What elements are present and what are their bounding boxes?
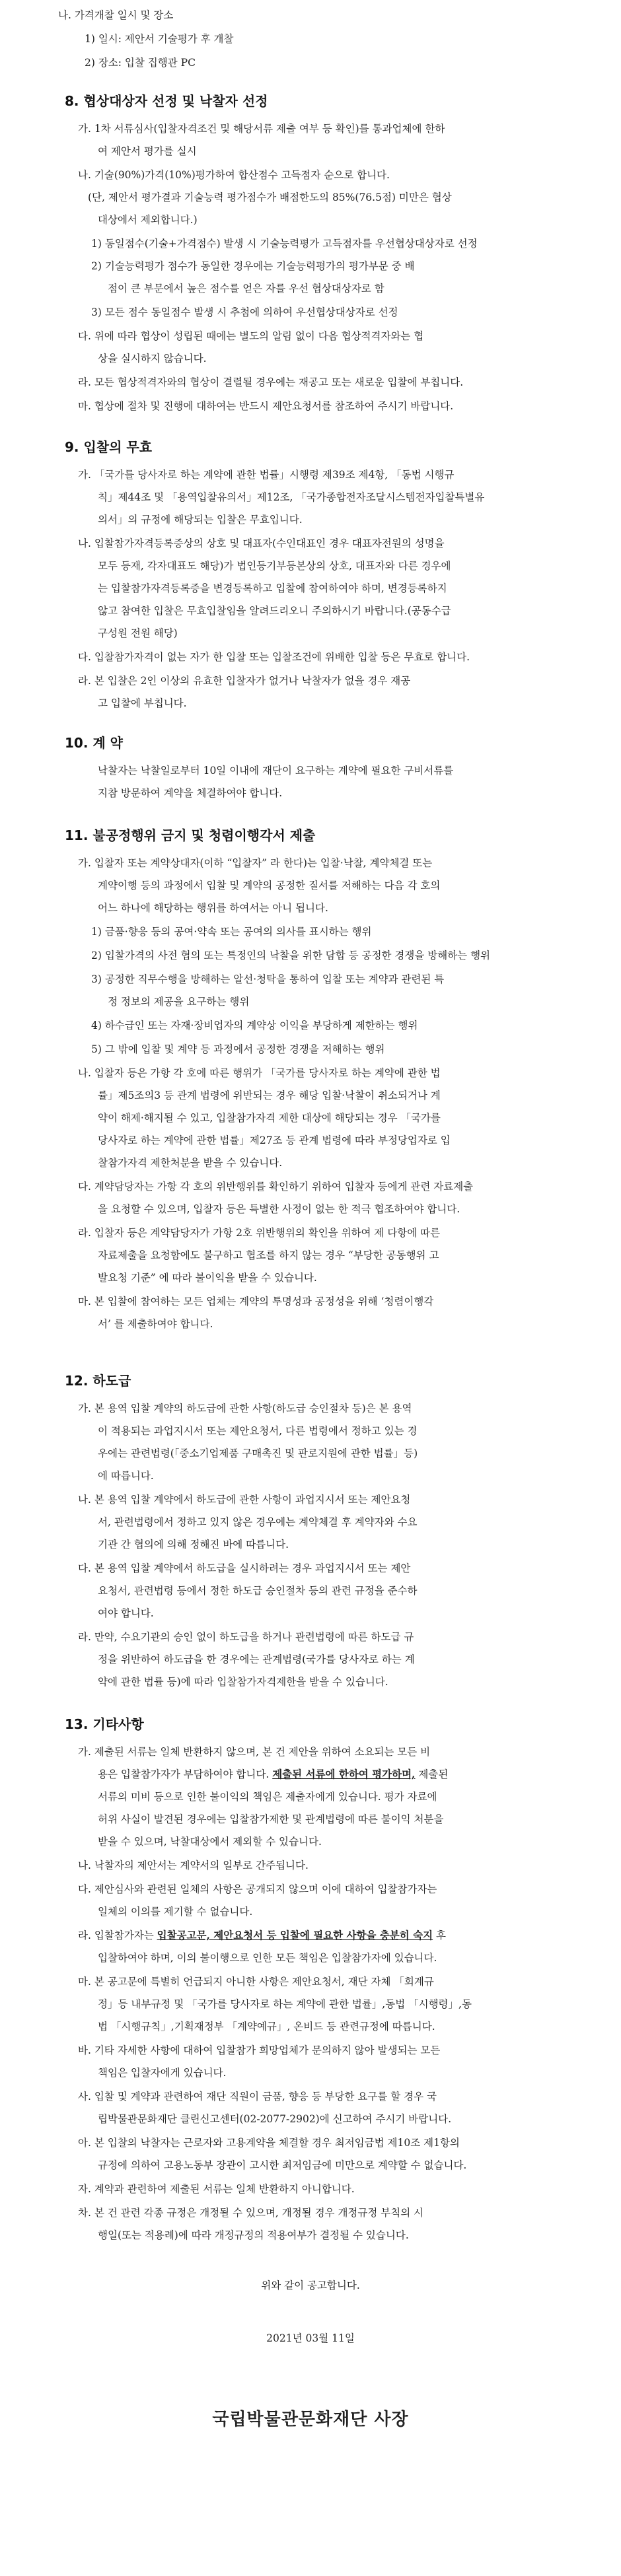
text-line: 자료제출을 요청함에도 불구하고 협조를 하지 않는 경우 “부당한 공동행위 고	[98, 1249, 439, 1261]
issuer-signature: 국립박물관문화재단 사장	[212, 2410, 409, 2429]
text-line: 여야 합니다.	[98, 1607, 154, 1619]
text-line: 라. 만약, 수요기관의 승인 없이 하도급을 하거나 관련법령에 따른 하도급 규	[78, 1631, 414, 1643]
text-line: 1) 동일점수(기술+가격점수) 발생 시 기술능력평가 고득점자를 우선협상대상자로 선정	[91, 238, 478, 250]
section-heading: 8. 협상대상자 선정 및 낙찰자 선정	[65, 93, 268, 109]
text-line: 나. 입찰참가자격등록증상의 상호 및 대표자(수인대표인 경우 대표자전원의 성명을	[78, 538, 445, 549]
text-line: 의서」의 규정에 해당되는 입찰은 무효입니다.	[98, 514, 303, 526]
text-line: 바. 기타 자세한 사항에 대하여 입찰참가 희망업체가 문의하지 않아 발생되는 모든	[78, 2044, 441, 2056]
text-line: 가. 「국가를 당사자로 하는 계약에 관한 법률」시행령 제39조 제4항, 「동법 시행규	[78, 469, 455, 481]
emphasis-underline: 제출된 서류에 한하여 평가하며,	[272, 1768, 416, 1780]
text-line: 3) 모든 점수 동일점수 발생 시 추첨에 의하여 우선협상대상자로 선정	[91, 306, 398, 318]
text-line: 을 요청할 수 있으며, 입찰자 등은 특별한 사정이 없는 한 적극 협조하여야 합니다.	[98, 1203, 460, 1215]
text-line: 차. 본 건 관련 각종 규정은 개정될 수 있으며, 개정될 경우 개정규정 부칙의 시	[78, 2207, 424, 2219]
text-line: 나. 입찰자 등은 가항 각 호에 따른 행위가 「국가를 당사자로 하는 계약에 관한 법	[78, 1067, 441, 1079]
text-line: 라. 입찰자 등은 계약담당자가 가항 2호 위반행위의 확인을 위하여 제 다항에 따른	[78, 1227, 441, 1239]
text-line: 이 적용되는 과업지시서 또는 제안요청서, 다른 법령에서 정하고 있는 경	[98, 1425, 418, 1437]
text-line: 일체의 이의를 제기할 수 없습니다.	[98, 1906, 253, 1918]
text-line: 정 정보의 제공을 요구하는 행위	[108, 996, 250, 1008]
text-line: 자. 계약과 관련하여 제출된 서류는 일체 반환하지 아니합니다.	[78, 2183, 355, 2195]
text-line: 다. 입찰참가자격이 없는 자가 한 입찰 또는 입찰조건에 위배한 입찰 등은 무효로 합니다.	[78, 651, 470, 663]
text-line: 요청서, 관련법령 등에서 정한 하도급 승인절차 등의 관련 규정을 준수하	[98, 1585, 418, 1597]
text-line: 용은 입찰참가자가 부담하여야 합니다. 제출된 서류에 한하여 평가하며, 제출된	[98, 1768, 449, 1780]
text-line: 서, 관련법령에서 정하고 있지 않은 경우에는 계약체결 후 계약자와 수요	[98, 1516, 418, 1528]
text-line: 1) 일시: 제안서 기술평가 후 개찰	[85, 33, 234, 45]
text-line: 나. 본 용역 입찰 계약에서 하도급에 관한 사항이 과업지시서 또는 제안요청	[78, 1494, 411, 1506]
text-line: 규정에 의하여 고용노동부 장관이 고시한 최저임금에 미만으로 계약할 수 없습니다.	[98, 2159, 467, 2171]
section-heading: 9. 입찰의 무효	[65, 439, 153, 455]
text-line: 2021년 03월 11일	[266, 2332, 355, 2344]
text-line: 가. 1차 서류심사(입찰자격조건 및 해당서류 제출 여부 등 확인)를 통과업체에 한하	[78, 123, 445, 135]
text-line: 행일(또는 적용례)에 따라 개정규정의 적용여부가 결정될 수 있습니다.	[98, 2229, 409, 2241]
text-line: 1) 금품·향응 등의 공여·약속 또는 공여의 의사를 표시하는 행위	[91, 926, 372, 938]
text-line: 라. 본 입찰은 2인 이상의 유효한 입찰자가 없거나 낙찰자가 없을 경우 재공	[78, 675, 411, 687]
text-line: 마. 본 입찰에 참여하는 모든 업체는 계약의 투명성과 공정성을 위해 ‘청렴이행각	[78, 1296, 434, 1307]
text-line: 구성원 전원 해당)	[98, 627, 178, 639]
text-line: 나. 가격개찰 일시 및 장소	[58, 9, 174, 21]
text-line: 약에 관한 법률 등)에 따라 입찰참가자격제한을 받을 수 있습니다.	[98, 1676, 388, 1688]
text-line: 법 「시행규칙」,기획재정부 「계약예규」, 온비드 등 관련규정에 따릅니다.	[98, 2021, 435, 2033]
text-line: 정을 위반하여 하도급을 한 경우에는 관계법령(국가를 당사자로 하는 계	[98, 1654, 415, 1665]
text-line: 가. 제출된 서류는 일체 반환하지 않으며, 본 건 제안을 위하여 소요되는 모든 비	[78, 1746, 431, 1758]
text-line: 마. 협상에 절차 및 진행에 대하여는 반드시 제안요청서를 참조하여 주시기 바랍니다.	[78, 400, 454, 412]
text-line: 받을 수 있으며, 낙찰대상에서 제외할 수 있습니다.	[98, 1836, 322, 1848]
text-line: 대상에서 제외합니다.)	[98, 214, 198, 226]
text-line: (단, 제안서 평가결과 기술능력 평가점수가 배점한도의 85%(76.5점) 미만은 협상	[88, 191, 452, 203]
text-line: 서’ 를 제출하여야 합니다.	[98, 1318, 213, 1330]
text-line: 나. 기술(90%)가격(10%)평가하여 합산점수 고득점자 순으로 합니다.	[78, 169, 390, 181]
text-line: 발요청 기준” 에 따라 불이익을 받을 수 있습니다.	[98, 1272, 317, 1284]
text-line: 모두 등재, 각자대표도 해당)가 법인등기부등본상의 상호, 대표자와 다른 경우에	[98, 560, 451, 572]
text-line: 여 제안서 평가를 실시	[98, 145, 197, 157]
text-line: 점이 큰 부문에서 높은 점수를 얻은 자를 우선 협상대상자로 함	[108, 283, 384, 295]
text-line: 에 따릅니다.	[98, 1470, 154, 1482]
text-line: 가. 입찰자 또는 계약상대자(이하 “입찰자” 라 한다)는 입찰·낙찰, 계약체결 또는	[78, 857, 433, 869]
text-line: 아. 본 입찰의 낙찰자는 근로자와 고용계약을 체결할 경우 최저임금법 제10조 제1항의	[78, 2137, 460, 2149]
section-heading: 10. 계 약	[65, 735, 123, 751]
text-line: 3) 공정한 직무수행을 방해하는 알선·청탁을 통하여 입찰 또는 계약과 관련된 특	[91, 973, 445, 985]
emphasis-underline: 입찰공고문, 제안요청서 등 입찰에 필요한 사항을 충분히 숙지	[157, 1929, 433, 1941]
text-line: 우에는 관련법령(「중소기업제품 구매촉진 및 판로지원에 관한 법률」등)	[98, 1447, 418, 1459]
text-line: 어느 하나에 해당하는 행위를 하여서는 아니 됩니다.	[98, 902, 328, 914]
section-heading: 12. 하도급	[65, 1373, 131, 1389]
text-line: 약이 해제·해지될 수 있고, 입찰참가자격 제한 대상에 해당되는 경우 「국가를	[98, 1112, 441, 1124]
text-line: 고 입찰에 부칩니다.	[98, 697, 187, 709]
text-line: 입찰하여야 하며, 이의 불이행으로 인한 모든 책임은 입찰참가자에 있습니다.	[98, 1952, 437, 1964]
text-line: 4) 하수급인 또는 자재·장비업자의 계약상 이익을 부당하게 제한하는 행위	[91, 1020, 418, 1031]
text-line: 칙」제44조 및 「용역입찰유의서」제12조, 「국가종합전자조달시스템전자입찰특별유	[98, 491, 485, 503]
text-line: 책임은 입찰자에게 있습니다.	[98, 2067, 227, 2079]
section-heading: 13. 기타사항	[65, 1716, 144, 1732]
text-line: 위와 같이 공고합니다.	[261, 2280, 360, 2291]
text-line: 2) 기술능력평가 점수가 동일한 경우에는 기술능력평가의 평가부문 중 배	[91, 260, 415, 272]
text-line: 가. 본 용역 입찰 계약의 하도급에 관한 사항(하도급 승인절차 등)은 본 용역	[78, 1403, 412, 1414]
text-line: 다. 위에 따라 협상이 성립된 때에는 별도의 알림 없이 다음 협상적격자와는 협	[78, 330, 424, 342]
text-line: 나. 낙찰자의 제안서는 계약서의 일부로 간주됩니다.	[78, 1860, 309, 1871]
text-line: 2) 장소: 입찰 집행관 PC	[85, 57, 196, 69]
text-line: 다. 계약담당자는 가항 각 호의 위반행위를 확인하기 위하여 입찰자 등에게 관련 자료제출	[78, 1181, 474, 1193]
text-line: 당사자로 하는 계약에 관한 법률」제27조 등 관계 법령에 따라 부정당업자로 입	[98, 1134, 451, 1146]
text-line: 률」제5조의3 등 관계 법령에 위반되는 경우 해당 입찰·낙찰이 취소되거나 계	[98, 1090, 441, 1101]
text-line: 지참 방문하여 계약을 체결하여야 합니다.	[98, 787, 283, 799]
text-line: 라. 모든 협상적격자와의 협상이 결렬될 경우에는 재공고 또는 새로운 입찰에 부칩니다.	[78, 376, 464, 388]
text-line: 립박물관문화재단 클린신고센터(02-2077-2902)에 신고하여 주시기 바랍니다.	[98, 2113, 452, 2125]
text-line: 서류의 미비 등으로 인한 불이익의 책임은 제출자에게 있습니다. 평가 자료에	[98, 1791, 437, 1803]
text-line: 계약이행 등의 과정에서 입찰 및 계약의 공정한 질서를 저해하는 다음 각 호의	[98, 880, 441, 891]
text-line: 않고 참여한 입찰은 무효입찰임을 알려드리오니 주의하시기 바랍니다.(공동수급	[98, 605, 451, 617]
text-line: 는 입찰참가자격등록증을 변경등록하고 입찰에 참여하여야 하며, 변경등록하지	[98, 582, 447, 594]
text-line: 다. 제안심사와 관련된 일체의 사항은 공개되지 않으며 이에 대하여 입찰참가자는	[78, 1883, 437, 1895]
text-line: 2) 입찰가격의 사전 협의 또는 특정인의 낙찰을 위한 담합 등 공정한 경쟁을 방해하는 행위	[91, 950, 491, 961]
text-line: 상을 실시하지 않습니다.	[98, 353, 207, 365]
text-line: 낙찰자는 낙찰일로부터 10일 이내에 재단이 요구하는 계약에 필요한 구비서류를	[98, 765, 454, 777]
text-line: 라. 입찰참가자는 입찰공고문, 제안요청서 등 입찰에 필요한 사항을 충분히 숙지 후	[78, 1929, 446, 1941]
text-line: 허위 사실이 발견된 경우에는 입찰참가제한 및 관계법령에 따른 불이익 처분을	[98, 1813, 444, 1825]
text-line: 마. 본 공고문에 특별히 언급되지 아니한 사항은 제안요청서, 재단 자체 「회계규	[78, 1976, 434, 1988]
text-line: 찰참가자격 제한처분을 받을 수 있습니다.	[98, 1157, 283, 1169]
section-heading: 11. 불공정행위 금지 및 청렴이행각서 제출	[65, 827, 316, 843]
text-line: 다. 본 용역 입찰 계약에서 하도급을 실시하려는 경우 과업지시서 또는 제안	[78, 1562, 411, 1574]
text-line: 기관 간 협의에 의해 정해진 바에 따릅니다.	[98, 1539, 289, 1550]
text-line: 5) 그 밖에 입찰 및 계약 등 과정에서 공정한 경쟁을 저해하는 행위	[91, 1043, 385, 1055]
text-line: 정」등 내부규정 및 「국가를 당사자로 하는 계약에 관한 법률」,동법 「시행령」,동	[98, 1998, 472, 2010]
text-line: 사. 입찰 및 계약과 관련하여 재단 직원이 금품, 향응 등 부당한 요구를 할 경우 국	[78, 2091, 437, 2103]
